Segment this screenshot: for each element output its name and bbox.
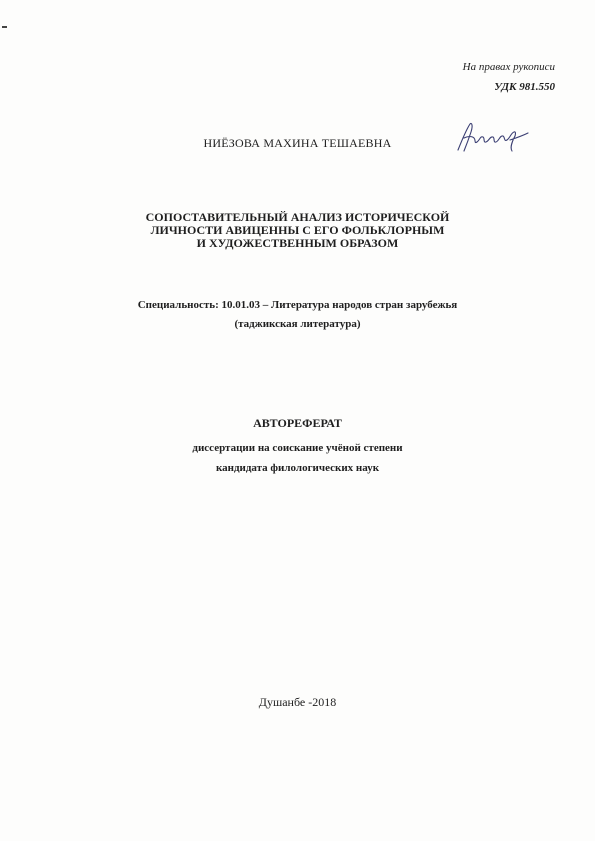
rights-label: На правах рукописи bbox=[462, 61, 555, 73]
author-name: НИЁЗОВА МАХИНА ТЕШАЕВНА bbox=[203, 136, 392, 150]
abstract-line: диссертации на соискание учёной степени bbox=[192, 442, 403, 454]
place-and-year: Душанбе -2018 bbox=[258, 695, 337, 709]
title-line: И ХУДОЖЕСТВЕННЫМ ОБРАЗОМ bbox=[196, 236, 399, 250]
handwritten-signature bbox=[452, 118, 532, 158]
dissertation-title bbox=[0, 211, 595, 250]
manuscript-rights-block bbox=[463, 57, 555, 97]
specialty-subject-line: (таджикская литература) bbox=[234, 318, 361, 330]
abstract-description bbox=[0, 438, 595, 478]
abstract-line: кандидата филологических наук bbox=[215, 462, 380, 474]
specialty-block bbox=[0, 296, 595, 334]
abstract-heading: АВТОРЕФЕРАТ bbox=[253, 416, 342, 430]
specialty-code-line: Специальность: 10.01.03 – Литература народов стран зарубежья bbox=[137, 299, 458, 311]
udk-code: УДК 981.550 bbox=[494, 81, 555, 93]
title-line: СОПОСТАВИТЕЛЬНЫЙ АНАЛИЗ ИСТОРИЧЕСКОЙ bbox=[145, 210, 450, 224]
scan-edge-mark bbox=[2, 26, 7, 28]
title-line: ЛИЧНОСТИ АВИЦЕННЫ С ЕГО ФОЛЬКЛОРНЫМ bbox=[150, 223, 445, 237]
